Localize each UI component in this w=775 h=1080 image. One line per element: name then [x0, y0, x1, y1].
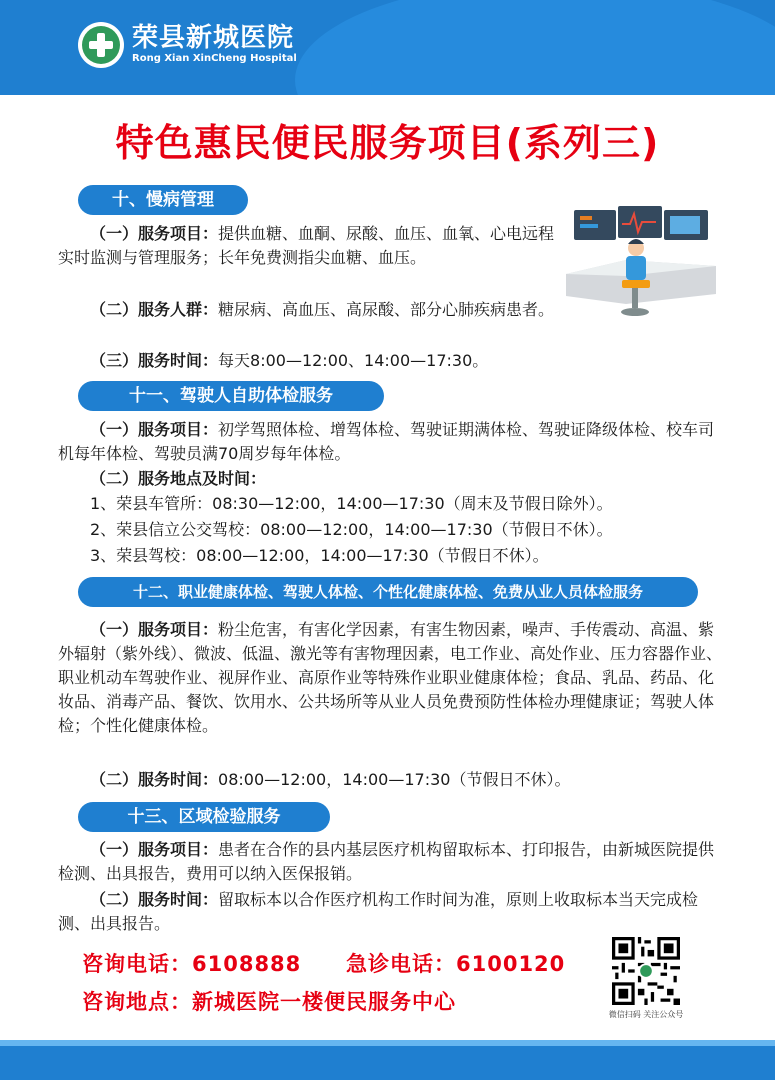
- section11-item1-text: 初学驾照体检、增驾体检、驾驶证期满体检、驾驶证降级体检、校车司机每年体检、驾驶员满70周岁每年体检。: [58, 420, 715, 463]
- section10-item1: [58, 222, 558, 270]
- section13-item1-label: （一）服务项目：: [90, 840, 219, 859]
- section11-list-item: 1、荣县车管所：08:30—12:00，14:00—17:30（周末及节假日除外）。: [90, 494, 613, 513]
- section10-item1-text: 提供血糖、血酮、尿酸、血压、血氧、心电远程实时监测与管理服务；长年免费测指尖血糖、血压。: [58, 224, 555, 267]
- hospital-logo-icon: [78, 22, 124, 68]
- section10-item2-text: 糖尿病、高血压、高尿酸、部分心肺疾病患者。: [218, 300, 555, 319]
- qr-code-icon[interactable]: [612, 937, 680, 1005]
- section12-item1-text: 粉尘危害，有害化学因素，有害生物因素，噪声、手传震动、高温、紫外辐射（紫外线）、微波、低温、激光等有害物理因素，电工作业、高处作业、压力容器作业、职业机动车驾驶作业、视屏作业、高原作业等特殊作业职业健康体检；食品、乳品、药品、化妆品、消毒产品、餐饮、饮用水、公共场所等从业人员免费预防性体检办理健康证；驾驶人体检；个性化健康体检。: [58, 620, 723, 735]
- header-banner: [0, 0, 775, 95]
- hospital-name-en: Rong Xian XinCheng Hospital: [132, 53, 297, 64]
- section12-item2-label: （二）服务时间：: [90, 770, 219, 789]
- section-heading-occupational-health: 十二、职业健康体检、驾驶人体检、个性化健康体检、免费从业人员体检服务: [78, 577, 698, 607]
- hospital-logo: [78, 22, 297, 68]
- section10-item1-label: （一）服务项目：: [90, 224, 219, 243]
- section11-item2: [58, 467, 723, 491]
- section-heading-driver-checkup: 十一、驾驶人自助体检服务: [78, 381, 384, 411]
- consult-phone: 咨询电话：6108888: [82, 952, 302, 976]
- section11-list-item: 3、荣县驾校：08:00—12:00，14:00—17:30（节假日不休）。: [90, 546, 549, 565]
- section-heading-chronic-disease: 十、慢病管理: [78, 185, 248, 215]
- qr-caption: 微信扫码 关注公众号: [608, 1010, 684, 1019]
- section10-item2-label: （二）服务人群：: [90, 300, 219, 319]
- section13-item1: [58, 838, 723, 886]
- section12-item2-text: 08:00—12:00，14:00—17:30（节假日不休）。: [218, 770, 571, 789]
- section10-item3: [58, 349, 738, 373]
- consult-address: 咨询地点：新城医院一楼便民服务中心: [82, 990, 456, 1014]
- section11-item1-label: （一）服务项目：: [90, 420, 219, 439]
- footer-stripe: [0, 1040, 775, 1046]
- section11-item1: [58, 418, 723, 466]
- section-heading-regional-lab: 十三、区域检验服务: [78, 802, 330, 832]
- section13-item2-text: 留取标本以合作医疗机构工作时间为准，原则上收取标本当天完成检测、出具报告。: [58, 890, 699, 933]
- emergency-phone: 急诊电话：6100120: [346, 952, 566, 976]
- section12-item2: [58, 768, 723, 792]
- hospital-name-cn: 荣县新城医院: [132, 23, 295, 53]
- header-wave-decoration: [295, 0, 775, 95]
- section10-item3-text: 每天8:00—12:00、14:00—17:30。: [218, 351, 489, 370]
- section10-item2: [58, 298, 558, 322]
- section13-item2: [58, 888, 723, 936]
- section12-item1-label: （一）服务项目：: [90, 620, 219, 639]
- section13-item1-text: 患者在合作的县内基层医疗机构留取标本、打印报告，由新城医院提供检测、出具报告，费用可以纳入医保报销。: [58, 840, 715, 883]
- doctor-workstation-illustration: [566, 204, 716, 324]
- section11-item2-label: （二）服务地点及时间：: [90, 469, 267, 488]
- page-title: 特色惠民便民服务项目(系列三): [115, 121, 660, 165]
- section10-item3-label: （三）服务时间：: [90, 351, 219, 370]
- section13-item2-label: （二）服务时间：: [90, 890, 219, 909]
- footer-banner: [0, 1040, 775, 1080]
- section11-list-item: 2、荣县信立公交驾校：08:00—12:00，14:00—17:30（节假日不休）。: [90, 520, 613, 539]
- section12-item1: [58, 618, 723, 738]
